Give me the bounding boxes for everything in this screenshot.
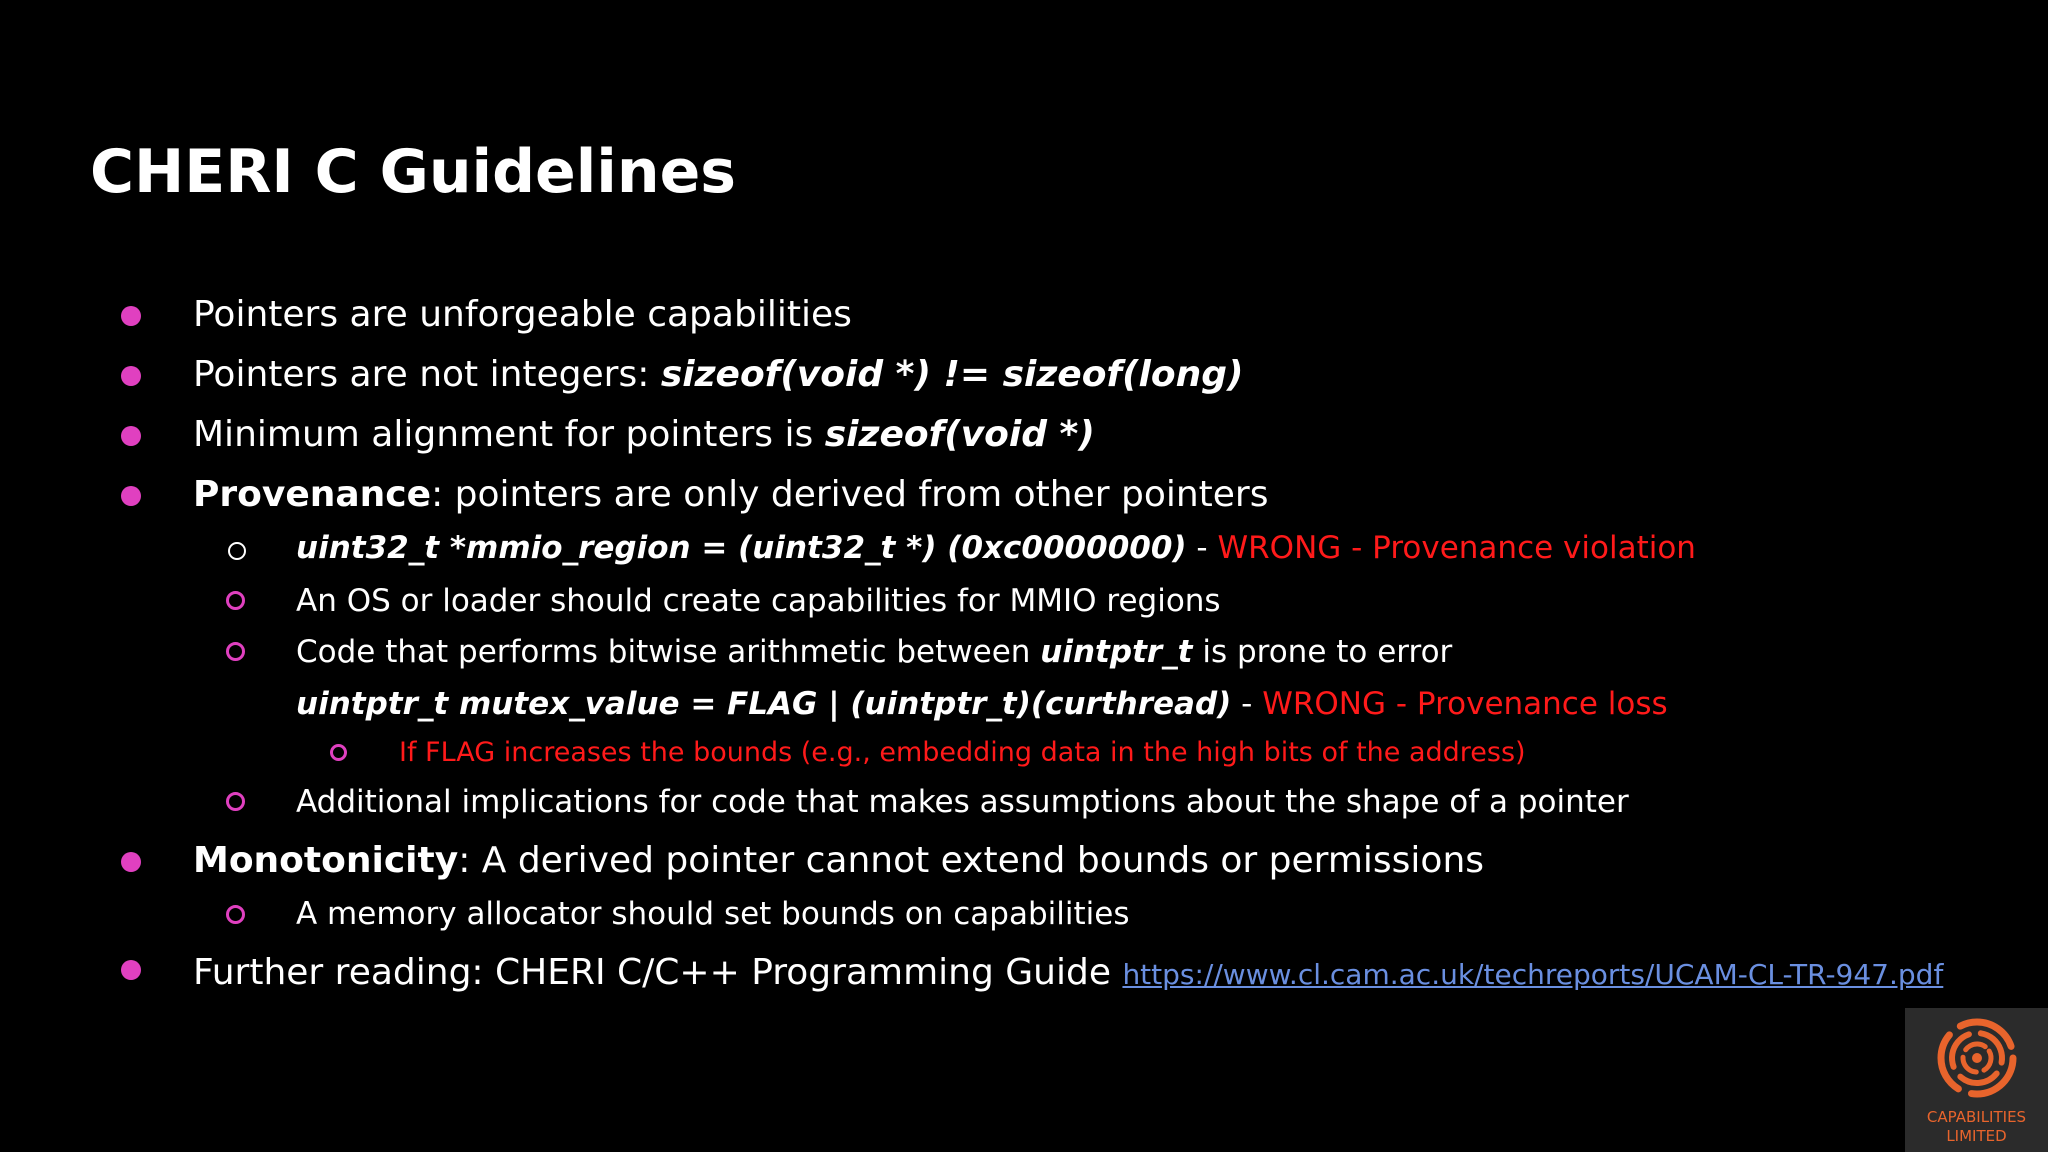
sub-sub-bullet-ring bbox=[330, 744, 347, 761]
bullet-text: Pointers are unforgeable capabilities bbox=[193, 294, 852, 335]
bullet-dot bbox=[121, 366, 141, 386]
warning-flag-bounds: If FLAG increases the bounds (e.g., embedding data in the high bits of the address) bbox=[399, 737, 1526, 768]
bullet-provenance bbox=[193, 473, 1268, 516]
sub-bullet-os-loader bbox=[296, 583, 1221, 620]
bullet-dot bbox=[121, 852, 141, 872]
separator: - bbox=[1231, 686, 1263, 722]
warning-provenance-loss: WRONG - Provenance loss bbox=[1262, 686, 1668, 722]
sub-bullet-ring bbox=[226, 591, 245, 610]
sub-bullet-text: An OS or loader should create capabilities for MMIO regions bbox=[296, 583, 1221, 619]
code-uintptr: uintptr_t bbox=[1040, 634, 1193, 670]
sub-bullet-text: is prone to error bbox=[1192, 634, 1453, 670]
warning-provenance-violation: WRONG - Provenance violation bbox=[1217, 530, 1696, 566]
logo-wordmark bbox=[1905, 1108, 2048, 1146]
bullet-dot bbox=[121, 960, 141, 980]
bullet-text: Pointers are not integers: bbox=[193, 354, 661, 395]
code-mmio-region: uint32_t *mmio_region = (uint32_t *) (0xc0000000) bbox=[296, 530, 1187, 566]
slide-title: CHERI C Guidelines bbox=[90, 137, 736, 207]
sub-bullet-allocator bbox=[296, 896, 1130, 933]
logo-line-1: CAPABILITIES bbox=[1926, 1108, 2027, 1126]
bullet-monotonicity bbox=[193, 839, 1484, 882]
sub-bullet-ring bbox=[226, 792, 245, 811]
capabilities-limited-logo bbox=[1905, 1008, 2048, 1152]
bullet-text: : A derived pointer cannot extend bounds or permissions bbox=[458, 840, 1485, 881]
sub-bullet-ring bbox=[226, 642, 245, 661]
sub-bullet-bitwise bbox=[296, 634, 1452, 671]
bullet-dot bbox=[121, 426, 141, 446]
logo-line-2: LIMITED bbox=[1946, 1127, 2007, 1145]
bullet-text: : pointers are only derived from other pointers bbox=[431, 474, 1269, 515]
bullet-alignment bbox=[193, 413, 1095, 456]
bullet-not-integers bbox=[193, 353, 1243, 396]
bullet-further-reading bbox=[193, 951, 1943, 994]
sub-bullet-text: Code that performs bitwise arithmetic between bbox=[296, 634, 1041, 670]
sub-bullet-ring bbox=[228, 542, 246, 560]
code-sizeof-void: sizeof(void *) bbox=[824, 414, 1095, 455]
term-provenance: Provenance bbox=[193, 474, 432, 515]
techreport-link[interactable]: https://www.cl.cam.ac.uk/techreports/UCAM-CL-TR-947.pdf bbox=[1122, 958, 1944, 991]
sub-sub-bullet-flag-bounds bbox=[399, 737, 1526, 769]
bullet-dot bbox=[121, 486, 141, 506]
sub-bullet-mutex-example bbox=[296, 686, 1668, 723]
code-mutex-value: uintptr_t mutex_value = FLAG | (uintptr_t)(curthread) bbox=[296, 686, 1232, 722]
term-monotonicity: Monotonicity bbox=[193, 840, 459, 881]
bullet-text: Further reading: CHERI C/C++ Programming Guide bbox=[193, 952, 1123, 993]
separator: - bbox=[1186, 530, 1218, 566]
sub-bullet-shape bbox=[296, 784, 1629, 821]
sub-bullet-ring bbox=[226, 905, 245, 924]
sub-bullet-text: A memory allocator should set bounds on capabilities bbox=[296, 896, 1130, 932]
sub-bullet-mmio-example bbox=[296, 530, 1696, 567]
code-sizeof-compare: sizeof(void *) != sizeof(long) bbox=[660, 354, 1244, 395]
logo-emblem-icon bbox=[1934, 1015, 2020, 1101]
bullet-dot bbox=[121, 306, 141, 326]
bullet-text: Minimum alignment for pointers is bbox=[193, 414, 825, 455]
sub-bullet-text: Additional implications for code that makes assumptions about the shape of a pointer bbox=[296, 784, 1629, 820]
bullet-unforgeable bbox=[193, 293, 852, 336]
